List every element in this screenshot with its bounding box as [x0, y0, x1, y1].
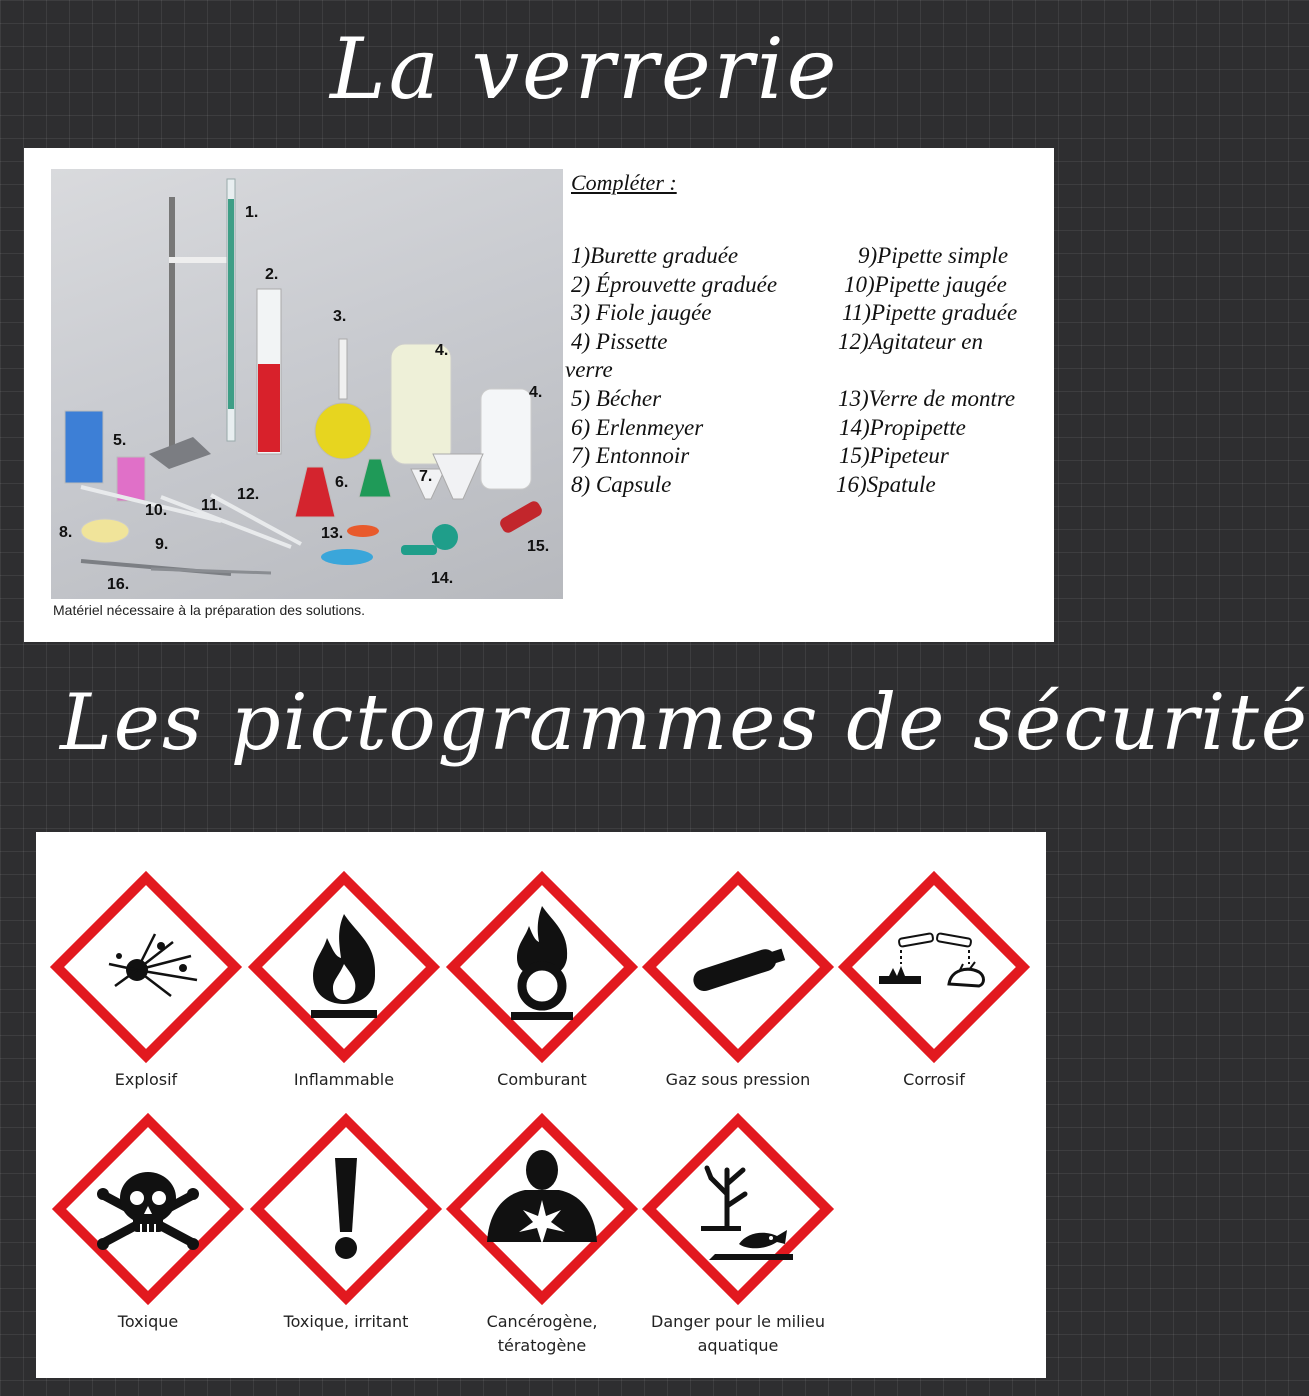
skull-crossbones-icon: [53, 1114, 243, 1304]
list-item: 16)Spatule: [836, 471, 936, 497]
photo-number: 4.: [435, 342, 449, 359]
list-spacer: [836, 356, 1051, 385]
list-item-wrapped-text: verre: [565, 357, 613, 383]
photo-number: 15.: [527, 538, 550, 555]
watch-glass: [321, 549, 373, 565]
pictogram-label: Inflammable: [293, 1070, 395, 1089]
title-pictogrammes: Les pictogrammes de sécurité: [60, 678, 1309, 768]
photo-number: 8.: [59, 524, 73, 541]
list-item: 5) Bécher: [571, 385, 662, 411]
erlenmeyer-green: [359, 459, 391, 497]
list-item-text: 4) Pissette: [571, 328, 668, 354]
health-hazard-icon: [447, 1114, 637, 1304]
photo-number: 6.: [335, 474, 349, 491]
glassware-list-left: [565, 242, 841, 499]
stand-rod: [169, 197, 175, 459]
wash-bottle: [391, 344, 451, 464]
title-verrerie: La verrerie: [330, 20, 840, 118]
exclamation-icon: [251, 1114, 441, 1304]
pictogram-label: Danger pour le milieu aquatique: [651, 1312, 825, 1355]
propipette: [432, 524, 458, 550]
photo-number: 4.: [529, 384, 543, 401]
pictogram-label: Cancérogène, tératogène: [486, 1312, 598, 1355]
propipette-tube: [401, 545, 437, 555]
list-item: 7) Entonnoir: [571, 443, 690, 469]
list-item: 1)Burette graduée: [571, 243, 739, 268]
pictogram-environnement: [640, 1114, 836, 1358]
list-item: 3) Fiole jaugée: [571, 300, 712, 326]
photo-number: 7.: [419, 468, 433, 485]
photo-number: 1.: [245, 204, 259, 221]
pipeteur: [498, 499, 544, 535]
explosive-icon: [51, 872, 241, 1062]
photo-number: 16.: [107, 576, 130, 593]
glassware-photo: [51, 169, 563, 599]
list-item: 6) Erlenmeyer: [571, 414, 704, 440]
burette-liquid: [228, 199, 234, 409]
list-item: 8) Capsule: [571, 471, 672, 497]
pictogram-comburant: [444, 872, 640, 1092]
photo-number: 14.: [431, 570, 454, 587]
list-item: 10)Pipette jaugée: [844, 271, 1007, 297]
list-item: 12)Agitateur en: [838, 328, 983, 354]
spatula-2: [151, 569, 271, 573]
list-item: [565, 328, 841, 385]
photo-caption: Matériel nécessaire à la préparation des solutions.: [53, 602, 366, 618]
pictogram-label: Gaz sous pression: [665, 1070, 811, 1089]
burette-clamp: [169, 257, 229, 263]
photo-number: 3.: [333, 308, 347, 325]
photo-number: 2.: [265, 266, 279, 283]
volumetric-flask: [315, 403, 371, 459]
flame-over-circle-icon: [447, 872, 637, 1062]
environment-icon: [643, 1114, 833, 1304]
pictogram-inflammable: [246, 872, 442, 1092]
photo-number: 13.: [321, 525, 344, 542]
pictogram-label: Corrosif: [903, 1070, 965, 1089]
glassware-list-right: [836, 242, 1051, 499]
flask-neck: [339, 339, 347, 399]
list-item: 11)Pipette graduée: [842, 300, 1018, 326]
erlenmeyer-red: [295, 467, 335, 517]
cylinder-liquid: [258, 364, 280, 452]
list-item: 2) Éprouvette graduée: [571, 271, 778, 297]
pictogram-toxique-irritant: [248, 1114, 444, 1334]
stand-base: [149, 437, 211, 469]
pictogram-label: Toxique, irritant: [283, 1312, 409, 1331]
list-item: 14)Propipette: [839, 414, 966, 440]
beaker-blue: [65, 411, 103, 483]
complete-heading: Compléter :: [571, 170, 677, 195]
pictogram-label: Comburant: [497, 1070, 587, 1089]
watch-glass-2: [347, 525, 379, 537]
photo-number: 9.: [155, 536, 169, 553]
list-item: 13)Verre de montre: [838, 385, 1016, 411]
pictogram-label: Toxique: [117, 1312, 179, 1331]
pictogram-toxique: [50, 1114, 246, 1334]
photo-number: 11.: [201, 497, 223, 514]
pictogram-explosif: [48, 872, 244, 1092]
pictograms-panel: [36, 832, 1046, 1378]
pictogram-gaz-sous-pression: [640, 872, 836, 1092]
photo-number: 12.: [237, 486, 260, 503]
list-item: 15)Pipeteur: [839, 443, 949, 469]
corrosion-icon: [839, 872, 1029, 1062]
list-item: 9)Pipette simple: [858, 243, 1009, 268]
pictogram-label: Explosif: [114, 1070, 178, 1089]
photo-number: 10.: [145, 502, 168, 519]
pictogram-cancerogene: [444, 1114, 640, 1358]
pictogram-corrosif: [836, 872, 1032, 1092]
wash-bottle-2: [481, 389, 531, 489]
glassware-panel: [24, 148, 1054, 642]
flame-icon: [249, 872, 439, 1062]
gas-cylinder-icon: [643, 872, 833, 1062]
photo-number: 5.: [113, 432, 127, 449]
beaker-pink: [117, 457, 145, 501]
capsule: [81, 519, 129, 543]
